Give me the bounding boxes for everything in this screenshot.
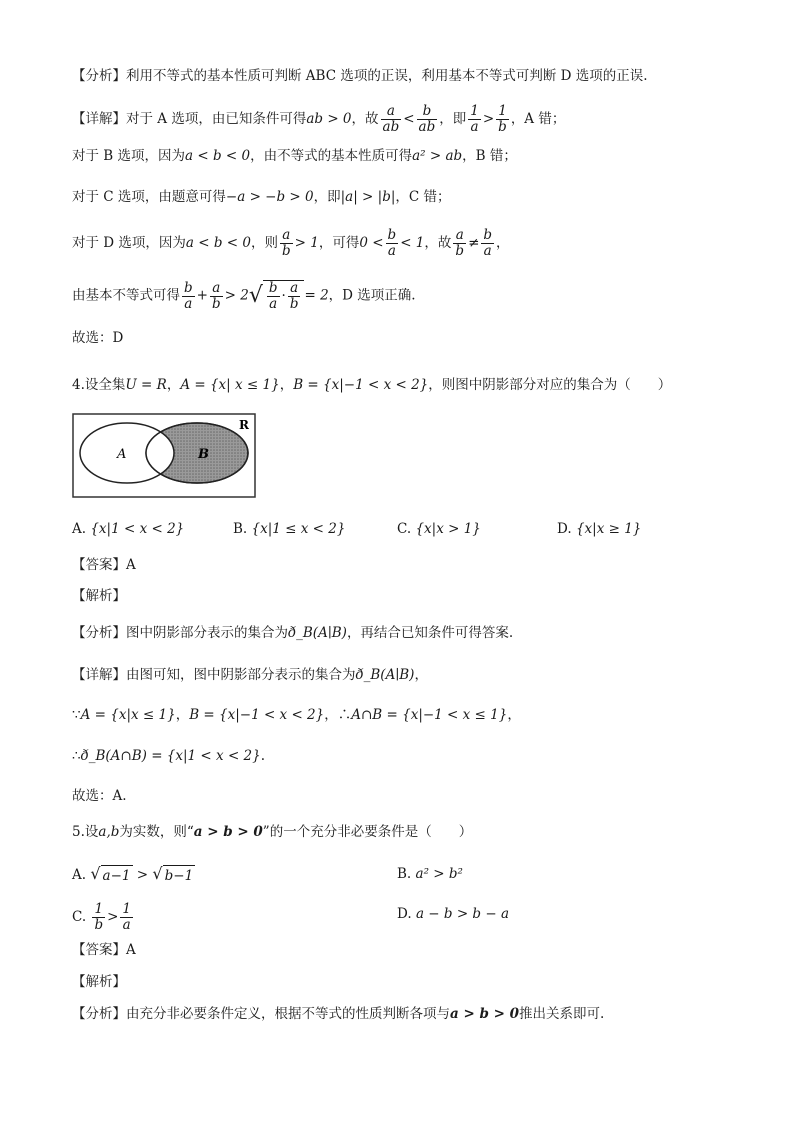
fraction xyxy=(210,281,223,312)
denominator: b xyxy=(94,917,104,933)
q5-option-b[interactable] xyxy=(397,864,463,884)
math: ð_B(A∣B) xyxy=(288,625,347,641)
text: 设全集 xyxy=(84,377,126,393)
numerator: 1 xyxy=(470,103,479,119)
option-value: a² > b² xyxy=(415,866,463,882)
numerator: b xyxy=(483,227,493,243)
text: ，∴ xyxy=(324,707,352,723)
math: ð_B(A∣B) xyxy=(355,667,415,683)
analysis-tag: 【分析】 xyxy=(72,625,126,641)
option-value: b−1 xyxy=(163,865,196,886)
text: ∴ xyxy=(72,748,81,764)
label-b: B xyxy=(198,447,209,462)
math: = 2 xyxy=(304,287,329,304)
detail-line-b xyxy=(72,146,517,166)
option-label: B. xyxy=(233,521,248,537)
option-value: {x|x > 1} xyxy=(415,521,481,537)
math: > xyxy=(136,867,149,883)
option-value: a − b > b − a xyxy=(415,906,510,922)
select-text: 故选：D xyxy=(72,330,124,346)
q4-option-a[interactable] xyxy=(72,519,184,539)
math: 0 < xyxy=(359,235,384,251)
math: ab > 0 xyxy=(306,111,352,127)
numerator: b xyxy=(268,280,278,296)
q4-answer xyxy=(72,555,136,575)
fraction xyxy=(381,104,402,135)
q5-option-a[interactable] xyxy=(72,864,195,886)
numerator: a xyxy=(381,104,402,120)
q5-option-c[interactable] xyxy=(72,902,135,933)
numerator: b xyxy=(387,227,397,243)
text: 推出关系即可. xyxy=(519,1006,605,1022)
math: ≠ xyxy=(468,235,480,251)
numerator: b xyxy=(417,104,438,120)
q4-option-c[interactable] xyxy=(397,519,481,539)
detail-line-c xyxy=(72,187,451,207)
fraction xyxy=(417,104,438,135)
fraction xyxy=(182,281,195,312)
jiexi-tag: 【解析】 xyxy=(72,588,126,604)
q4-detail-2 xyxy=(72,705,521,725)
option-label: C. xyxy=(72,909,87,925)
numerator: 1 xyxy=(496,104,509,120)
math: a > b > 0 xyxy=(450,1006,520,1022)
denominator: b xyxy=(281,243,291,259)
text: ，B 错； xyxy=(462,148,517,164)
text: ，即 xyxy=(439,111,467,127)
q4-jiexi xyxy=(72,586,126,606)
text: 对于 A 选项，由已知条件可得 xyxy=(126,111,307,127)
math: a > b > 0 xyxy=(193,824,263,840)
text: ， xyxy=(166,377,181,393)
math: < xyxy=(403,111,415,127)
math: · xyxy=(281,288,286,304)
analysis-tag: 【分析】 xyxy=(72,68,126,84)
text: ，可得 xyxy=(318,235,360,251)
text: ，则图中阴影部分对应的集合为（ ） xyxy=(428,377,672,393)
text: ， xyxy=(414,667,428,683)
text: 对于 C 选项，由题意可得 xyxy=(72,189,226,205)
denominator: a xyxy=(184,295,193,312)
text: ，再结合已知条件可得答案. xyxy=(346,625,514,641)
numerator: a xyxy=(288,281,301,297)
denominator: a xyxy=(483,243,492,259)
answer-value: A xyxy=(126,942,136,958)
fraction xyxy=(267,281,280,312)
option-value: a−1 xyxy=(101,865,133,886)
text: ，D 选项正确. xyxy=(328,287,416,304)
text: 由充分非必要条件定义，根据不等式的性质判断各项与 xyxy=(126,1006,450,1022)
math: a < b < 0 xyxy=(185,148,251,164)
detail-line-a xyxy=(72,104,565,135)
question-number: 5. xyxy=(72,824,85,840)
denominator: a xyxy=(122,917,131,933)
text: ，即 xyxy=(313,189,341,205)
venn-diagram xyxy=(72,413,256,499)
q4-detail-1 xyxy=(72,665,428,685)
select-line xyxy=(72,328,123,348)
numerator: a xyxy=(210,281,223,297)
q5-analysis xyxy=(72,1004,604,1024)
option-label: C. xyxy=(397,521,412,537)
q4-analysis xyxy=(72,623,513,643)
answer-value: A xyxy=(126,557,136,573)
math: > xyxy=(107,909,119,925)
denominator: a xyxy=(470,119,479,135)
text: ∵ xyxy=(72,707,81,723)
denominator: b xyxy=(211,295,221,312)
denominator: ab xyxy=(382,119,400,135)
denominator: ab xyxy=(418,119,436,135)
sqrt-icon: √ xyxy=(90,864,101,883)
math: a² > ab xyxy=(412,148,463,164)
text: ，则 xyxy=(250,235,278,251)
text: ， xyxy=(279,377,294,393)
math: > 1 xyxy=(294,235,319,251)
text: ”的一个充分非必要条件是（ ） xyxy=(262,824,473,840)
text: 为实数，则“ xyxy=(119,824,194,840)
text: ，故 xyxy=(424,235,452,251)
text: 对于 D 选项，因为 xyxy=(72,235,186,251)
denominator: a xyxy=(387,243,396,259)
math: a < b < 0 xyxy=(185,235,251,251)
jiexi-tag: 【解析】 xyxy=(72,974,126,990)
option-label: A. xyxy=(72,521,87,537)
q5-jiexi xyxy=(72,972,126,992)
text: ，C 错； xyxy=(395,189,451,205)
text: ，A 错； xyxy=(510,111,566,127)
answer-tag: 【答案】 xyxy=(72,557,126,573)
label-a: A xyxy=(117,447,127,462)
math: ð_B(A∩B) = {x|1 < x < 2} xyxy=(80,748,261,764)
math: > 2 xyxy=(224,287,249,304)
option-value: {x|x ≥ 1} xyxy=(575,521,642,537)
detail-tag: 【详解】 xyxy=(72,667,126,683)
fraction xyxy=(288,281,301,312)
fraction xyxy=(386,228,399,259)
denominator: a xyxy=(269,296,278,312)
fraction xyxy=(92,902,105,933)
text: ， xyxy=(175,707,190,723)
answer-tag: 【答案】 xyxy=(72,942,126,958)
fraction xyxy=(453,228,466,259)
option-label: A. xyxy=(72,867,87,883)
numerator: a xyxy=(453,228,466,244)
math: A∩B = {x|−1 < x ≤ 1} xyxy=(351,707,508,723)
label-r: R xyxy=(239,418,249,432)
numerator: 1 xyxy=(122,901,131,917)
select-text: 故选：A. xyxy=(72,788,127,804)
sqrt-icon: √ xyxy=(152,864,163,883)
analysis-tag: 【分析】 xyxy=(72,1006,126,1022)
math: > xyxy=(482,111,495,127)
text: ，由不等式的基本性质可得 xyxy=(250,148,413,164)
text: 图中阴影部分表示的集合为 xyxy=(126,625,288,641)
math: −a > −b > 0 xyxy=(225,189,314,205)
text: 由基本不等式可得 xyxy=(72,287,180,304)
option-value: {x|1 < x < 2} xyxy=(90,521,185,537)
option-value: {x|1 ≤ x < 2} xyxy=(251,521,346,537)
math: A = {x|x ≤ 1} xyxy=(80,707,176,723)
text: 设 xyxy=(84,824,99,840)
text: . xyxy=(260,748,266,764)
sqrt-body xyxy=(263,280,305,312)
fraction xyxy=(280,228,293,259)
option-label: D. xyxy=(397,906,412,922)
q4-option-d[interactable] xyxy=(557,519,641,539)
q4-detail-3 xyxy=(72,746,265,766)
denominator: b xyxy=(289,296,299,312)
text: ，故 xyxy=(351,111,379,127)
math: a,b xyxy=(98,824,120,840)
math: U = R xyxy=(125,377,167,393)
math: B = {x|−1 < x < 2} xyxy=(189,707,325,723)
text: 对于 B 选项，因为 xyxy=(72,148,186,164)
sqrt-icon: √ xyxy=(248,283,263,308)
question-5 xyxy=(72,822,472,842)
option-label: D. xyxy=(557,521,572,537)
q4-option-b[interactable] xyxy=(233,519,345,539)
text: ， xyxy=(507,707,521,723)
math: + xyxy=(196,287,208,304)
q5-answer xyxy=(72,940,136,960)
fraction xyxy=(120,902,133,933)
analysis-text: 利用不等式的基本性质可判断 ABC 选项的正误，利用基本不等式可判断 D 选项的正误. xyxy=(126,68,648,84)
q5-option-d[interactable] xyxy=(397,904,509,924)
denominator: b xyxy=(498,119,507,135)
numerator: a xyxy=(280,228,293,244)
denominator: b xyxy=(455,243,465,259)
fraction xyxy=(496,104,509,135)
numerator: b xyxy=(184,279,193,296)
question-number: 4. xyxy=(72,377,85,393)
text: ， xyxy=(496,235,510,251)
math: |a| > |b| xyxy=(340,189,396,205)
option-label: B. xyxy=(397,866,412,882)
numerator: 1 xyxy=(92,902,105,918)
detail-tag: 【详解】 xyxy=(72,111,126,127)
math: A = {x| x ≤ 1} xyxy=(180,377,280,393)
question-4 xyxy=(72,375,671,395)
analysis-line xyxy=(72,66,648,86)
math: B = {x|−1 < x < 2} xyxy=(293,377,429,393)
detail-line-d xyxy=(72,228,510,259)
fraction xyxy=(481,228,494,259)
math: < 1 xyxy=(400,235,425,251)
q4-select xyxy=(72,786,127,806)
fraction xyxy=(468,104,481,135)
detail-line-e xyxy=(72,280,416,312)
text: 由图可知，图中阴影部分表示的集合为 xyxy=(126,667,356,683)
